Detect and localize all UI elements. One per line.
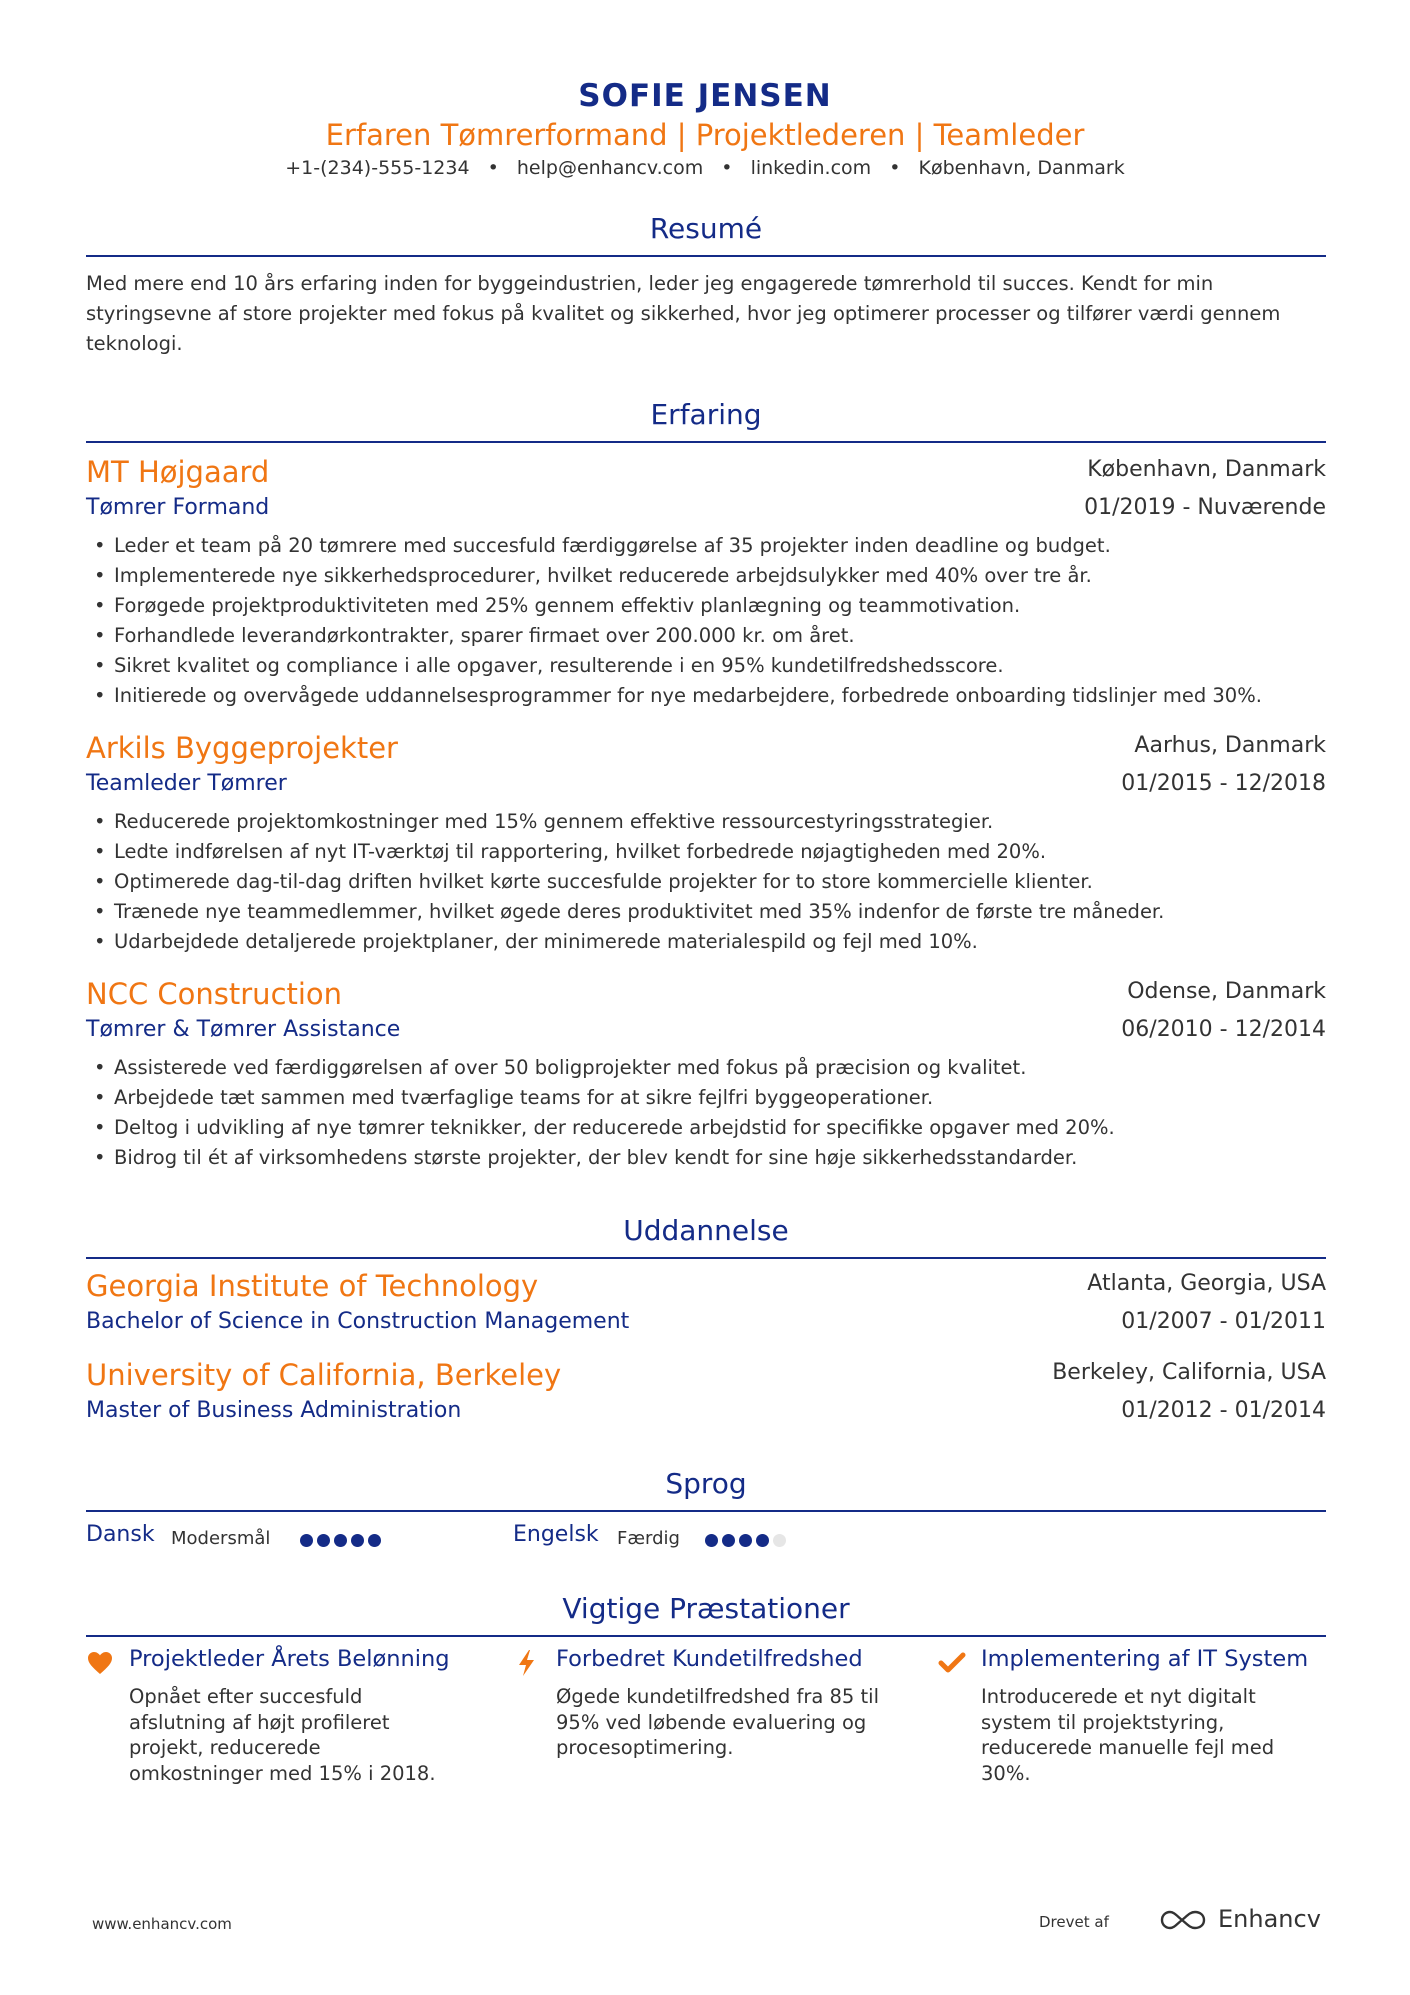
bullet-item: • Forhandlede leverandørkontrakter, sparer firmaet over 200.000 kr. om året.	[86, 621, 1326, 651]
degree: Master of Business Administration	[86, 1398, 462, 1423]
job-title: Tømrer & Tømrer Assistance	[86, 1017, 401, 1042]
bullet-list	[86, 531, 1326, 711]
job-dates: 01/2019 - Nuværende	[1084, 495, 1326, 520]
education-entry	[86, 1358, 1326, 1438]
school-location: Atlanta, Georgia, USA	[1087, 1271, 1326, 1296]
bullet-item: • Implementerede nye sikkerhedsprocedurer, hvilket reducerede arbejdsulykker med 40% over tre år.	[86, 561, 1326, 591]
job-location: København, Danmark	[1087, 457, 1326, 482]
bullet-item: • Sikret kvalitet og compliance i alle opgaver, resulterende i en 95% kundetilfredshedsscore.	[86, 651, 1326, 681]
school-name: Georgia Institute of Technology	[86, 1269, 539, 1303]
job-location: Odense, Danmark	[1127, 979, 1326, 1004]
bullet-item: • Forøgede projektproduktiviteten med 25% gennem effektiv planlægning og teammotivation.	[86, 591, 1326, 621]
section-divider	[86, 1635, 1326, 1637]
email[interactable]: help@enhancv.com	[516, 157, 704, 179]
separator: •	[721, 157, 733, 179]
job-dates: 06/2010 - 12/2014	[1121, 1017, 1326, 1042]
rating-dot-filled	[722, 1534, 735, 1547]
company-name: MT Højgaard	[86, 455, 270, 489]
bullet-list	[86, 1053, 1326, 1173]
bullet-item: • Udarbejdede detaljerede projektplaner, der minimerede materialespild og fejl med 10%.	[86, 927, 1326, 957]
enhancv-logo-icon	[1158, 1909, 1208, 1931]
section-title-achievements: Vigtige Præstationer	[562, 1592, 850, 1625]
bullet-item: • Assisterede ved færdiggørelsen af over 50 boligprojekter med fokus på præcision og kvalitet.	[86, 1053, 1326, 1083]
job-dates: 01/2015 - 12/2018	[1121, 771, 1326, 796]
section-title-languages: Sprog	[665, 1467, 747, 1500]
section-title-education: Uddannelse	[623, 1214, 789, 1247]
rating-dot-filled	[705, 1534, 718, 1547]
education-dates: 01/2012 - 01/2014	[1121, 1398, 1326, 1423]
location: København, Danmark	[918, 157, 1125, 179]
rating-dot-filled	[756, 1534, 769, 1547]
school-location: Berkeley, California, USA	[1052, 1360, 1326, 1385]
heart-icon	[86, 1649, 114, 1677]
language-rating	[300, 1532, 385, 1546]
company-name: Arkils Byggeprojekter	[86, 731, 398, 765]
section-divider	[86, 1257, 1326, 1259]
footer-website[interactable]: www.enhancv.com	[92, 1915, 232, 1933]
language-level: Færdig	[617, 1528, 680, 1549]
separator: •	[487, 157, 499, 179]
section-divider	[86, 1510, 1326, 1512]
phone: +1-(234)-555-1234	[285, 157, 470, 179]
experience-entry	[86, 977, 1326, 1177]
school-name: University of California, Berkeley	[86, 1358, 562, 1392]
candidate-headline: Erfaren Tømrerformand | Projektlederen | Teamleder	[325, 118, 1085, 152]
language-rating	[705, 1532, 790, 1546]
bullet-item: • Ledte indførelsen af nyt IT-værktøj til rapportering, hvilket forbedrede nøjagtigheden med 20%.	[86, 837, 1326, 867]
linkedin[interactable]: linkedin.com	[750, 157, 872, 179]
achievement-description: Opnået efter succesfuld afslutning af højt profileret projekt, reducerede omkostninger med 15% i 2018.	[129, 1685, 436, 1785]
separator: •	[889, 157, 901, 179]
language-name: Engelsk	[513, 1522, 599, 1547]
job-location: Aarhus, Danmark	[1134, 733, 1326, 758]
degree: Bachelor of Science in Construction Management	[86, 1309, 630, 1334]
company-name: NCC Construction	[86, 977, 343, 1011]
experience-entry	[86, 455, 1326, 715]
footer-powered-by: Drevet af	[1039, 1913, 1109, 1931]
achievement-title: Projektleder Årets Belønning	[129, 1646, 450, 1672]
experience-entry	[86, 731, 1326, 961]
contact-line	[0, 157, 1410, 179]
education-entry	[86, 1269, 1326, 1349]
rating-dot-filled	[351, 1534, 364, 1547]
job-title: Teamleder Tømrer	[86, 771, 287, 796]
rating-dot-empty	[773, 1534, 786, 1547]
section-divider	[86, 255, 1326, 257]
section-divider	[86, 441, 1326, 443]
bolt-icon	[513, 1649, 541, 1677]
rating-dot-filled	[739, 1534, 752, 1547]
achievement-title: Forbedret Kundetilfredshed	[556, 1646, 863, 1672]
brand-name: Enhancv	[1218, 1905, 1321, 1933]
checkmark-icon	[938, 1649, 966, 1677]
bullet-item: • Reducerede projektomkostninger med 15% gennem effektive ressourcestyringsstrategier.	[86, 807, 1326, 837]
achievement-description: Introducerede et nyt digitalt system til projektstyring, reducerede manuelle fejl med 30%.	[981, 1685, 1275, 1785]
candidate-name: SOFIE JENSEN	[578, 78, 832, 114]
education-dates: 01/2007 - 01/2011	[1121, 1309, 1326, 1334]
bullet-item: • Leder et team på 20 tømrere med succesfuld færdiggørelse af 35 projekter inden deadline og budget.	[86, 531, 1326, 561]
achievement-description: Øgede kundetilfredshed fra 85 til 95% ved løbende evaluering og procesoptimering.	[556, 1685, 880, 1759]
section-title-summary: Resumé	[649, 212, 763, 245]
bullet-item: • Initierede og overvågede uddannelsesprogrammer for nye medarbejdere, forbedrede onboarding tidslinjer med 30%.	[86, 681, 1326, 711]
achievement-title: Implementering af IT System	[981, 1646, 1309, 1672]
bullet-item: • Deltog i udvikling af nye tømrer teknikker, der reducerede arbejdstid for specifikke opgaver med 20%.	[86, 1113, 1326, 1143]
rating-dot-filled	[334, 1534, 347, 1547]
bullet-item: • Bidrog til ét af virksomhedens største projekter, der blev kendt for sine høje sikkerhedsstandarder.	[86, 1143, 1326, 1173]
summary-text: Med mere end 10 års erfaring inden for byggeindustrien, leder jeg engagerede tømrerhold til succes. Kendt for min styringsevne af store projekter med fokus på kvalitet og sikkerhed, hvor jeg optimerer processer og tilfører værdi gennem teknologi.	[86, 272, 1281, 355]
rating-dot-filled	[317, 1534, 330, 1547]
bullet-item: • Optimerede dag-til-dag driften hvilket kørte succesfulde projekter for to store kommercielle klienter.	[86, 867, 1326, 897]
bullet-item: • Arbejdede tæt sammen med tværfaglige teams for at sikre fejlfri byggeoperationer.	[86, 1083, 1326, 1113]
section-title-experience: Erfaring	[650, 398, 762, 431]
language-level: Modersmål	[171, 1528, 271, 1549]
rating-dot-filled	[300, 1534, 313, 1547]
language-name: Dansk	[86, 1522, 155, 1547]
bullet-item: • Trænede nye teammedlemmer, hvilket øgede deres produktivitet med 35% indenfor de første tre måneder.	[86, 897, 1326, 927]
bullet-list	[86, 807, 1326, 957]
job-title: Tømrer Formand	[86, 495, 270, 520]
rating-dot-filled	[368, 1534, 381, 1547]
